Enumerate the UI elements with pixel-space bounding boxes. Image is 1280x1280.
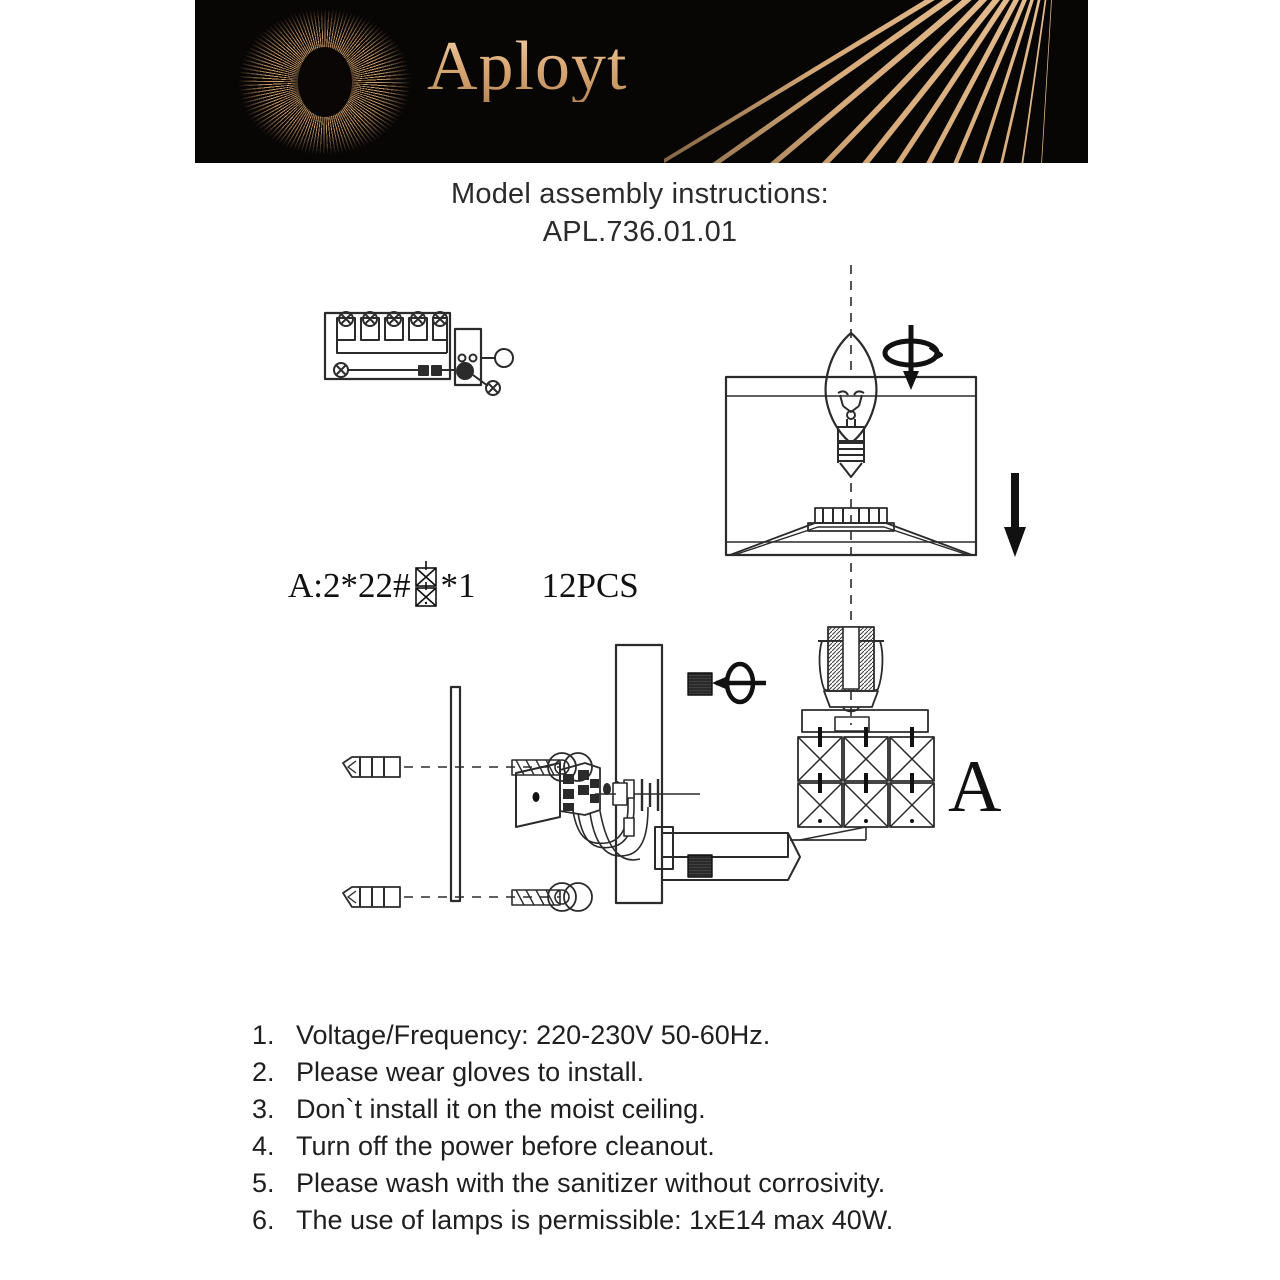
assembly-diagram [0, 255, 1280, 965]
note-text: Turn off the power before cleanout. [296, 1131, 715, 1162]
part-code: A:2*22# [288, 566, 411, 605]
rotate-arrow-icon [885, 325, 937, 378]
page-title [0, 175, 1280, 252]
lamp-shade-assembly [726, 265, 1026, 627]
model-code: APL.736.01.01 [542, 216, 738, 249]
note-text: Please wash with the sanitizer without corrosivity. [296, 1168, 886, 1199]
down-arrow-icon [1004, 473, 1026, 557]
knurled-screw-icon [688, 673, 712, 695]
knurled-screw-icon [688, 855, 712, 877]
wall-anchor-icon [343, 757, 400, 777]
fan-rays-icon [664, 0, 1088, 163]
note-number: 2. [252, 1057, 275, 1088]
note-number: 4. [252, 1131, 275, 1162]
note-number: 6. [252, 1205, 275, 1236]
note-item [252, 1129, 1092, 1164]
title-line: Model assembly instructions: [451, 178, 829, 210]
note-text: Please wear gloves to install. [296, 1057, 645, 1088]
sunburst-core [298, 47, 352, 117]
safety-notes-list [252, 1018, 1092, 1241]
parts-list-row [288, 560, 639, 612]
crystal-part-icon [413, 560, 439, 612]
note-text: Don`t install it on the moist ceiling. [296, 1094, 706, 1125]
note-item [252, 1166, 1092, 1201]
note-item [252, 1055, 1092, 1090]
crystal-block-label: A [948, 746, 1002, 828]
part-quantity: *1 [440, 566, 476, 605]
parts-total: 12PCS [541, 566, 639, 605]
brand-banner [195, 0, 1088, 163]
note-number: 1. [252, 1020, 275, 1050]
wall-anchor-icon [343, 887, 400, 907]
note-item [252, 1203, 1092, 1238]
note-item [252, 1018, 1092, 1053]
note-text: Voltage/Frequency: 220-230V 50-60Hz. [296, 1020, 771, 1050]
sunburst-emblem-icon [237, 8, 412, 156]
note-number: 3. [252, 1094, 275, 1125]
wall-mount-assembly [343, 645, 800, 911]
note-text: The use of lamps is permissible: 1xE14 max 40W. [296, 1205, 894, 1236]
note-number: 5. [252, 1168, 275, 1199]
note-item [252, 1092, 1092, 1127]
brand-wordmark: Aployt [427, 28, 628, 105]
terminal-block-diagram [325, 312, 513, 395]
socket-crystal-assembly [790, 627, 1001, 840]
